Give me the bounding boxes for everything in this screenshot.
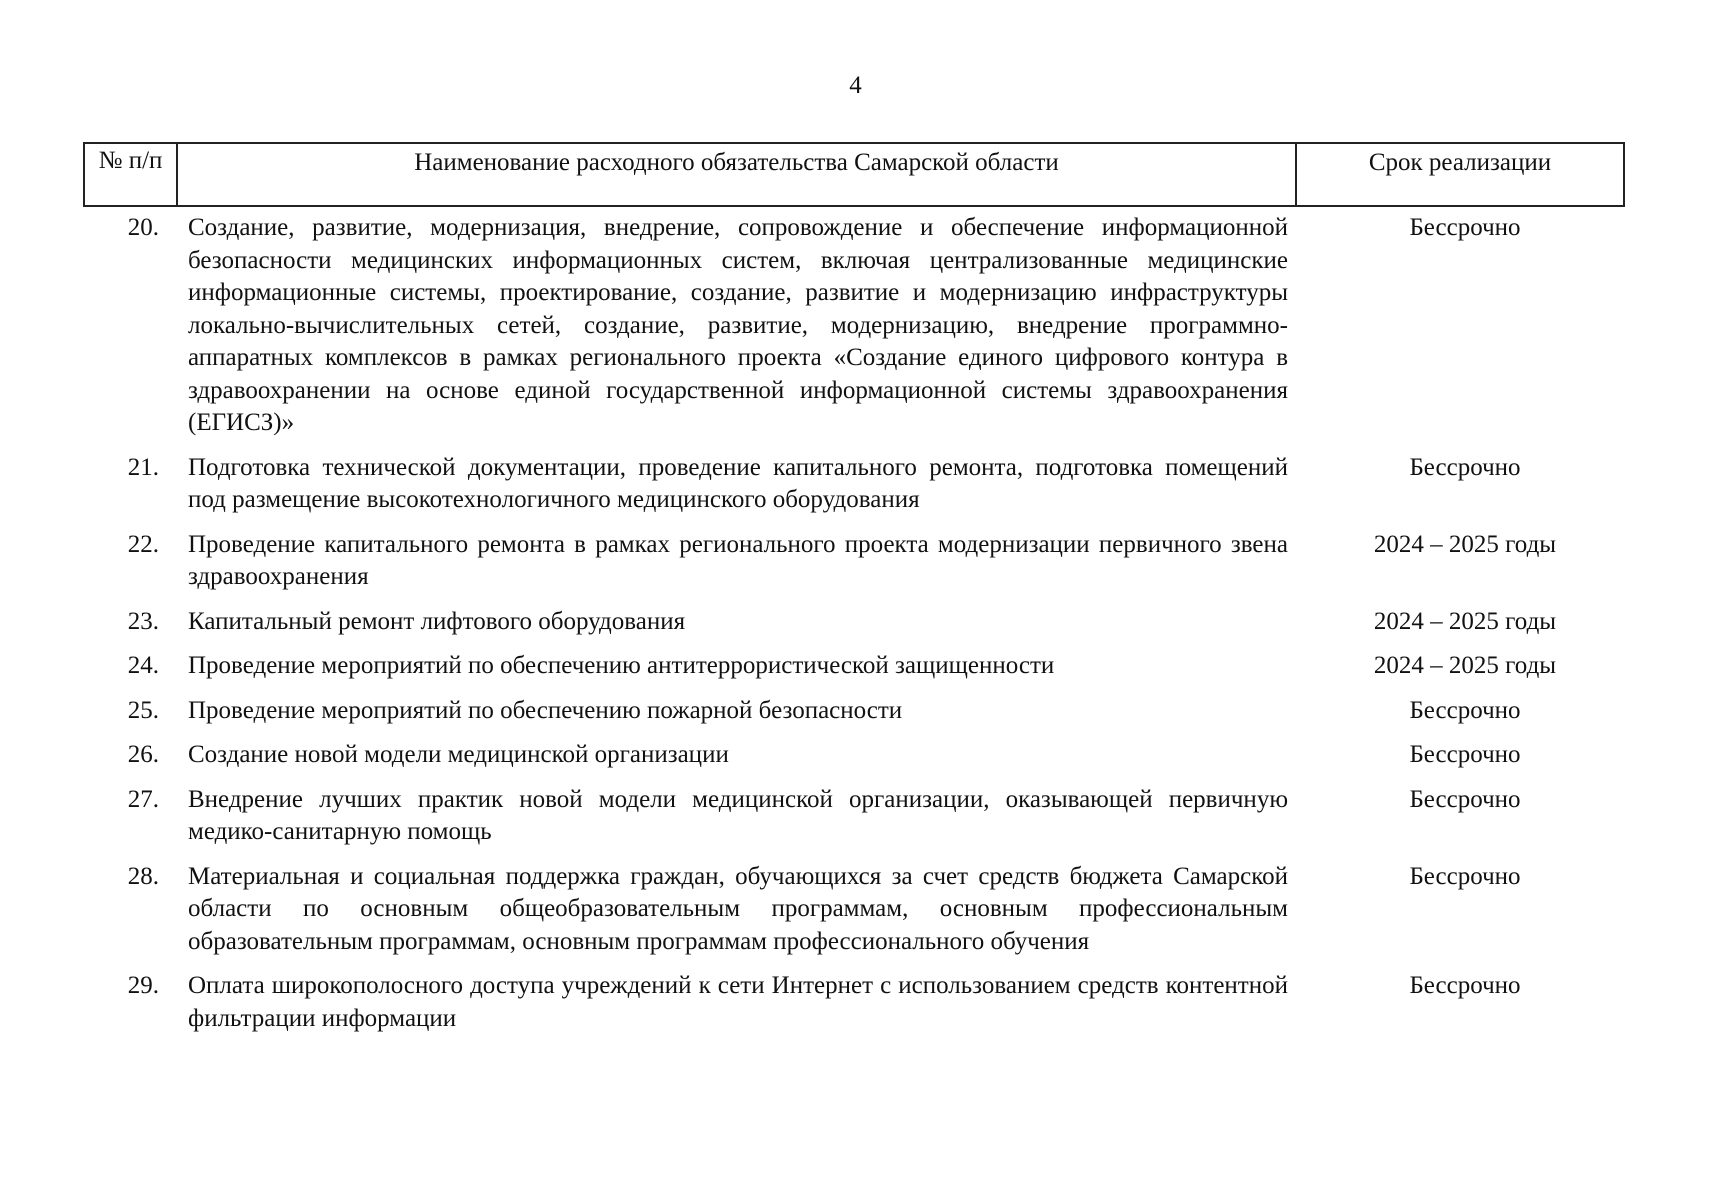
table-row <box>83 739 1625 772</box>
row-number: 24. <box>127 652 159 679</box>
row-name: Создание новой модели медицинской организации <box>188 741 729 768</box>
row-term: Бессрочно <box>1409 214 1521 241</box>
row-name: Проведение капитального ремонта в рамках регионального проекта модернизации первичного звена здравоохранения <box>188 530 1288 590</box>
row-number: 21. <box>127 453 159 481</box>
row-term: Бессрочно <box>1409 453 1521 481</box>
header-term-column: Срок реализации <box>1368 149 1552 176</box>
header-number-column: № п/п <box>85 144 178 205</box>
page-number: 4 <box>849 72 862 99</box>
row-name: Проведение мероприятий по обеспечению антитеррористической защищенности <box>188 652 1055 679</box>
table-row <box>83 861 1625 959</box>
row-term: Бессрочно <box>1409 972 1521 999</box>
row-number: 20. <box>127 214 159 241</box>
table-row <box>83 650 1625 683</box>
table-row <box>83 212 1625 440</box>
table-row <box>83 452 1625 517</box>
table-row <box>83 695 1625 728</box>
row-term: 2024 – 2025 годы <box>1373 607 1557 635</box>
row-name: Подготовка технической документации, проведение капитального ремонта, подготовка помещений под размещение высокотехнологичного медицинского оборудования <box>188 453 1288 513</box>
row-number: 22. <box>127 530 159 558</box>
row-term: 2024 – 2025 годы <box>1373 530 1557 558</box>
row-term: Бессрочно <box>1409 785 1521 813</box>
table-row <box>83 784 1625 849</box>
row-name: Внедрение лучших практик новой модели медицинской организации, оказывающей первичную медико-санитарную помощь <box>188 785 1288 845</box>
row-number: 27. <box>127 785 159 813</box>
row-name: Материальная и социальная поддержка граждан, обучающихся за счет средств бюджета Самарской области по основным общеобразовательным программам, основным профессиональным образовательным программам, основным программам профессионального обучения <box>188 862 1288 955</box>
row-term: Бессрочно <box>1409 741 1521 768</box>
row-term: 2024 – 2025 годы <box>1373 652 1557 679</box>
header-name-column: Наименование расходного обязательства Самарской области <box>178 144 1297 205</box>
row-number: 28. <box>127 862 159 890</box>
row-name: Капитальный ремонт лифтового оборудования <box>188 607 686 635</box>
row-term: Бессрочно <box>1409 696 1521 724</box>
table-row <box>83 529 1625 594</box>
table-row <box>83 970 1625 1035</box>
table-header <box>83 142 1625 207</box>
table-row <box>83 606 1625 639</box>
row-name: Оплата широкополосного доступа учреждений к сети Интернет с использованием средств контентной фильтрации информации <box>188 972 1288 1032</box>
row-number: 23. <box>127 607 159 635</box>
row-number: 26. <box>127 741 159 768</box>
row-name: Проведение мероприятий по обеспечению пожарной безопасности <box>188 696 903 724</box>
row-term: Бессрочно <box>1409 862 1521 890</box>
row-name: Создание, развитие, модернизация, внедрение, сопровождение и обеспечение информационной безопасности медицинских информационных систем, включая централизованные медицинские информационные системы, проектирование, создание, развитие и модернизацию инфраструктуры локально-вычислительных сетей, создание, развитие, модернизацию, внедрение программно-аппаратных комплексов в рамках регионального проекта «Создание единого цифрового контура в здравоохранении на основе единой государственной информационной системы здравоохранения (ЕГИСЗ)» <box>188 214 1288 436</box>
table-body <box>83 212 1625 1047</box>
row-number: 25. <box>127 696 159 724</box>
row-number: 29. <box>127 972 159 999</box>
